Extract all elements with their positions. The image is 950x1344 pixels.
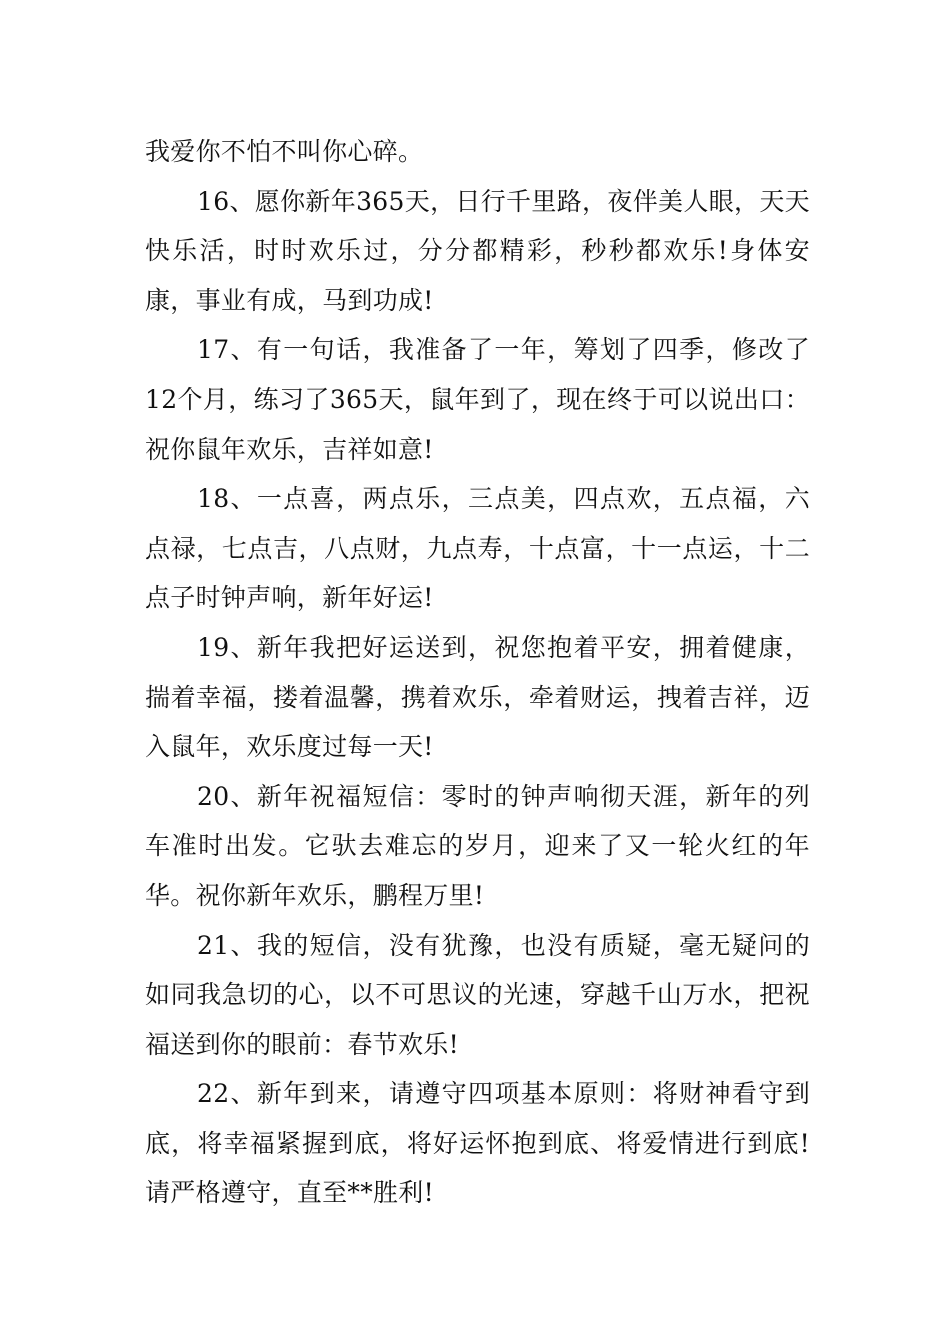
paragraph-18: 18、一点喜，两点乐，三点美，四点欢，五点福，六点禄，七点吉，八点财，九点寿，十点富，十一点运，十二点子时钟声响，新年好运! xyxy=(145,484,810,613)
paragraph-21: 21、我的短信，没有犹豫，也没有质疑，毫无疑问的如同我急切的心，以不可思议的光速，穿越千山万水，把祝福送到你的眼前：春节欢乐! xyxy=(145,930,810,1059)
paragraph-20: 20、新年祝福短信：零时的钟声响彻天涯，新年的列车准时出发。它驮去难忘的岁月，迎来了又一轮火红的年华。祝你新年欢乐，鹏程万里! xyxy=(145,781,810,910)
paragraph-continuation: 我爱你不怕不叫你心碎。 xyxy=(145,137,424,166)
paragraph-22: 22、新年到来，请遵守四项基本原则：将财神看守到底，将幸福紧握到底，将好运怀抱到底、将爱情进行到底!请严格遵守，直至**胜利! xyxy=(145,1079,810,1208)
document-body xyxy=(145,127,810,1218)
paragraph-17: 17、有一句话，我准备了一年，筹划了四季，修改了12个月，练习了365天，鼠年到了，现在终于可以说出口：祝你鼠年欢乐，吉祥如意! xyxy=(145,335,810,464)
paragraph-16: 16、愿你新年365天，日行千里路，夜伴美人眼，天天快乐活，时时欢乐过，分分都精彩，秒秒都欢乐!身体安康，事业有成，马到功成! xyxy=(145,186,810,315)
paragraph-19: 19、新年我把好运送到，祝您抱着平安，拥着健康，揣着幸福，搂着温馨，携着欢乐，牵着财运，拽着吉祥，迈入鼠年，欢乐度过每一天! xyxy=(145,632,810,762)
